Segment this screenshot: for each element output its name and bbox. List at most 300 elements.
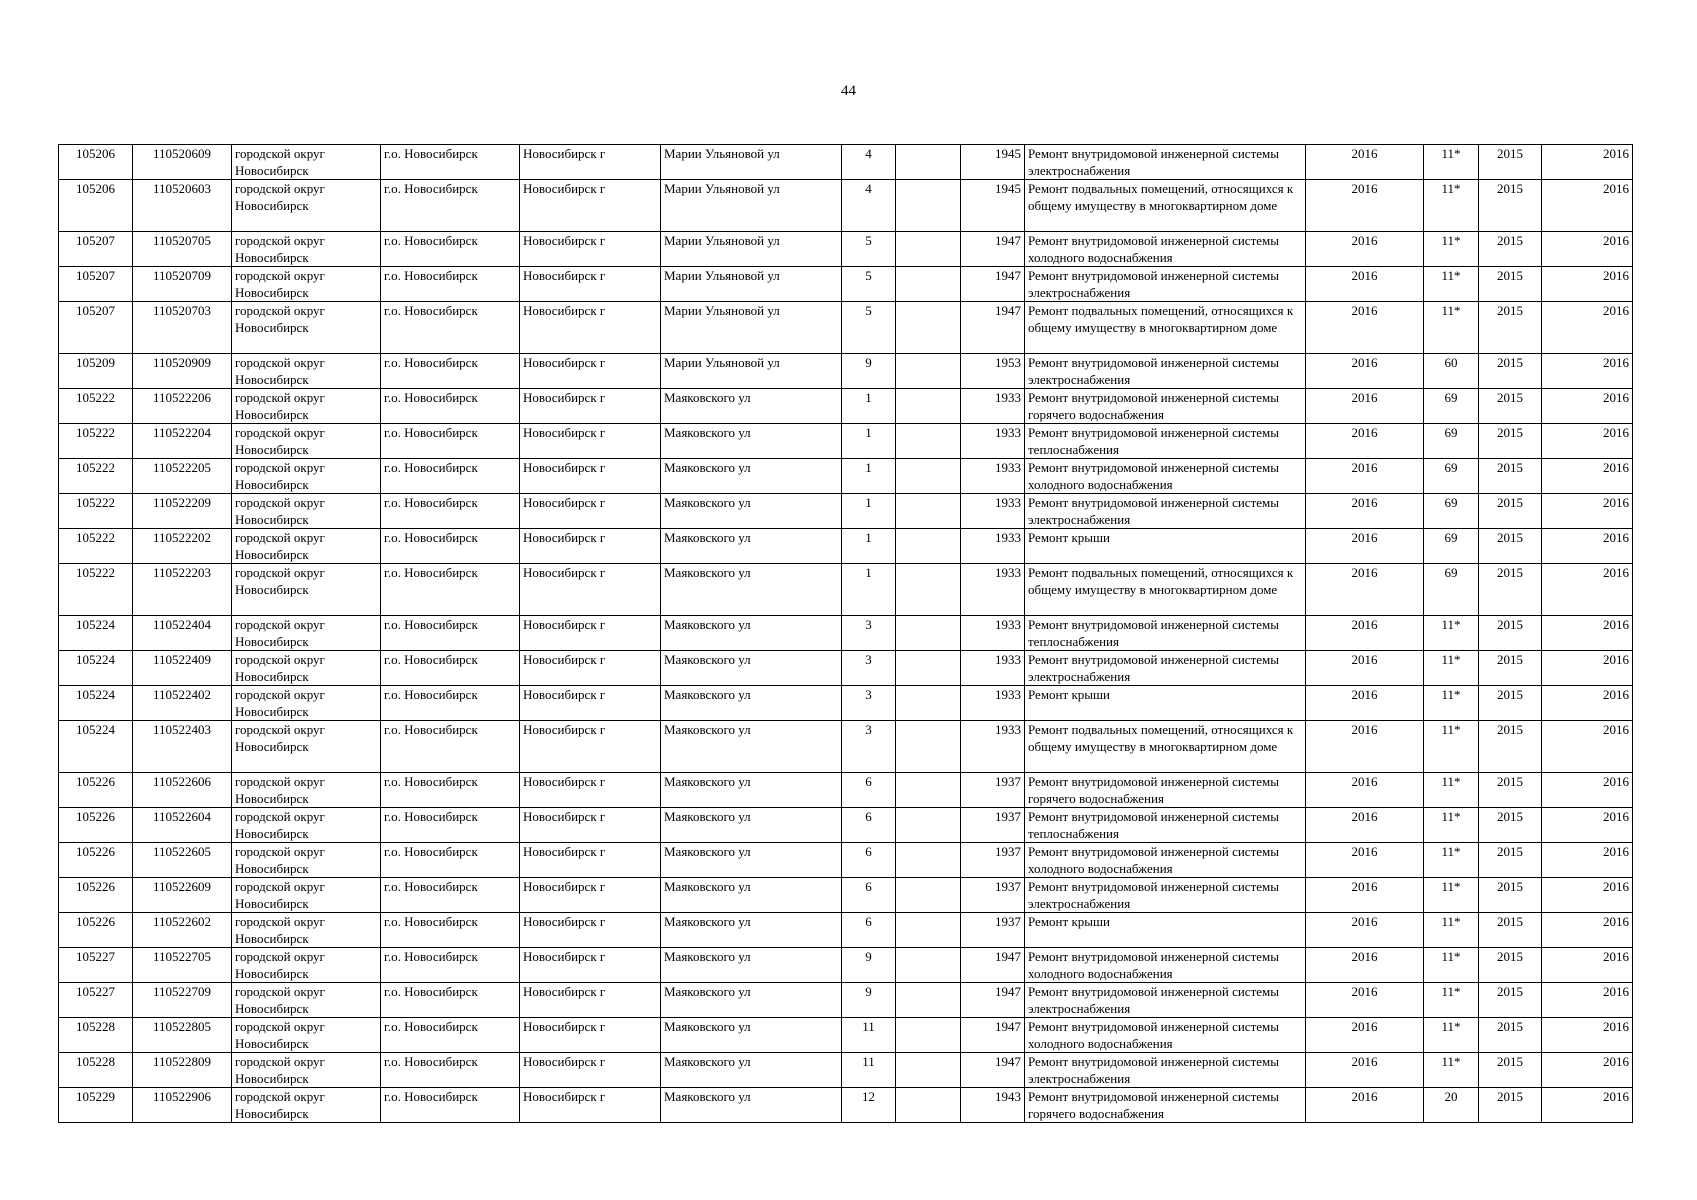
cell-work-id: 110522906: [133, 1088, 232, 1123]
cell-municipality: городской округ Новосибирск: [232, 843, 381, 878]
cell-object-id: 105222: [59, 494, 133, 529]
cell-district: г.о. Новосибирск: [381, 267, 520, 302]
cell-start-year: 2015: [1479, 686, 1542, 721]
cell-settlement: Новосибирск г: [520, 1053, 661, 1088]
cell-district: г.о. Новосибирск: [381, 1053, 520, 1088]
cell-work-type: Ремонт внутридомовой инженерной системы горячего водоснабжения: [1025, 773, 1306, 808]
table-row: [59, 494, 1633, 529]
cell-cost-code: 20: [1424, 1088, 1479, 1123]
cell-building: [896, 302, 961, 354]
cell-start-year: 2015: [1479, 302, 1542, 354]
cell-work-type: Ремонт внутридомовой инженерной системы электроснабжения: [1025, 354, 1306, 389]
cell-street: Марии Ульяновой ул: [661, 232, 842, 267]
cell-district: г.о. Новосибирск: [381, 721, 520, 773]
cell-house-number: 9: [842, 354, 896, 389]
cell-year-built: 1937: [961, 808, 1025, 843]
cell-work-type: Ремонт подвальных помещений, относящихся к общему имуществу в многоквартирном доме: [1025, 721, 1306, 773]
cell-settlement: Новосибирск г: [520, 145, 661, 180]
cell-start-year: 2015: [1479, 389, 1542, 424]
cell-work-type: Ремонт внутридомовой инженерной системы холодного водоснабжения: [1025, 232, 1306, 267]
cell-cost-code: 11*: [1424, 913, 1479, 948]
cell-object-id: 105228: [59, 1053, 133, 1088]
cell-street: Маяковского ул: [661, 1088, 842, 1123]
table-row: [59, 948, 1633, 983]
cell-house-number: 3: [842, 686, 896, 721]
cell-plan-year: 2016: [1306, 983, 1424, 1018]
cell-plan-year: 2016: [1306, 721, 1424, 773]
cell-house-number: 9: [842, 948, 896, 983]
cell-settlement: Новосибирск г: [520, 878, 661, 913]
cell-object-id: 105224: [59, 616, 133, 651]
cell-year-built: 1933: [961, 686, 1025, 721]
cell-object-id: 105222: [59, 389, 133, 424]
cell-cost-code: 11*: [1424, 948, 1479, 983]
cell-work-type: Ремонт внутридомовой инженерной системы теплоснабжения: [1025, 424, 1306, 459]
cell-year-built: 1953: [961, 354, 1025, 389]
table-body: [59, 145, 1633, 1123]
cell-cost-code: 11*: [1424, 983, 1479, 1018]
cell-municipality: городской округ Новосибирск: [232, 1053, 381, 1088]
cell-end-year: 2016: [1542, 529, 1633, 564]
cell-start-year: 2015: [1479, 529, 1542, 564]
cell-street: Маяковского ул: [661, 389, 842, 424]
cell-house-number: 3: [842, 651, 896, 686]
cell-plan-year: 2016: [1306, 913, 1424, 948]
cell-building: [896, 389, 961, 424]
cell-object-id: 105222: [59, 564, 133, 616]
table-row: [59, 180, 1633, 232]
table-row: [59, 529, 1633, 564]
cell-work-id: 110522605: [133, 843, 232, 878]
cell-street: Маяковского ул: [661, 686, 842, 721]
cell-street: Маяковского ул: [661, 616, 842, 651]
cell-municipality: городской округ Новосибирск: [232, 948, 381, 983]
cell-object-id: 105228: [59, 1018, 133, 1053]
cell-building: [896, 616, 961, 651]
cell-settlement: Новосибирск г: [520, 1088, 661, 1123]
cell-plan-year: 2016: [1306, 267, 1424, 302]
cell-year-built: 1943: [961, 1088, 1025, 1123]
cell-municipality: городской округ Новосибирск: [232, 651, 381, 686]
cell-work-id: 110520609: [133, 145, 232, 180]
cell-settlement: Новосибирск г: [520, 843, 661, 878]
cell-street: Маяковского ул: [661, 564, 842, 616]
cell-district: г.о. Новосибирск: [381, 459, 520, 494]
cell-municipality: городской округ Новосибирск: [232, 180, 381, 232]
cell-work-id: 110522606: [133, 773, 232, 808]
cell-plan-year: 2016: [1306, 354, 1424, 389]
cell-municipality: городской округ Новосибирск: [232, 616, 381, 651]
cell-plan-year: 2016: [1306, 302, 1424, 354]
cell-cost-code: 11*: [1424, 808, 1479, 843]
cell-end-year: 2016: [1542, 267, 1633, 302]
cell-work-id: 110520703: [133, 302, 232, 354]
cell-plan-year: 2016: [1306, 1018, 1424, 1053]
cell-district: г.о. Новосибирск: [381, 948, 520, 983]
cell-end-year: 2016: [1542, 564, 1633, 616]
cell-work-id: 110522204: [133, 424, 232, 459]
cell-street: Маяковского ул: [661, 913, 842, 948]
cell-year-built: 1947: [961, 1053, 1025, 1088]
cell-object-id: 105227: [59, 983, 133, 1018]
cell-house-number: 3: [842, 616, 896, 651]
cell-cost-code: 69: [1424, 389, 1479, 424]
cell-plan-year: 2016: [1306, 878, 1424, 913]
cell-district: г.о. Новосибирск: [381, 145, 520, 180]
cell-municipality: городской округ Новосибирск: [232, 564, 381, 616]
cell-work-type: Ремонт крыши: [1025, 913, 1306, 948]
cell-work-id: 110522409: [133, 651, 232, 686]
cell-settlement: Новосибирск г: [520, 424, 661, 459]
cell-settlement: Новосибирск г: [520, 773, 661, 808]
cell-year-built: 1947: [961, 948, 1025, 983]
cell-end-year: 2016: [1542, 913, 1633, 948]
cell-house-number: 9: [842, 983, 896, 1018]
cell-end-year: 2016: [1542, 302, 1633, 354]
table-row: [59, 389, 1633, 424]
cell-municipality: городской округ Новосибирск: [232, 686, 381, 721]
cell-building: [896, 354, 961, 389]
cell-street: Маяковского ул: [661, 651, 842, 686]
cell-house-number: 1: [842, 529, 896, 564]
cell-object-id: 105226: [59, 878, 133, 913]
cell-cost-code: 11*: [1424, 180, 1479, 232]
cell-house-number: 1: [842, 459, 896, 494]
cell-year-built: 1933: [961, 459, 1025, 494]
cell-end-year: 2016: [1542, 616, 1633, 651]
cell-cost-code: 69: [1424, 494, 1479, 529]
table-row: [59, 1018, 1633, 1053]
cell-plan-year: 2016: [1306, 529, 1424, 564]
cell-start-year: 2015: [1479, 878, 1542, 913]
cell-object-id: 105229: [59, 1088, 133, 1123]
cell-building: [896, 878, 961, 913]
cell-object-id: 105224: [59, 651, 133, 686]
cell-district: г.о. Новосибирск: [381, 180, 520, 232]
cell-plan-year: 2016: [1306, 459, 1424, 494]
cell-district: г.о. Новосибирск: [381, 651, 520, 686]
cell-street: Маяковского ул: [661, 878, 842, 913]
cell-plan-year: 2016: [1306, 686, 1424, 721]
cell-work-type: Ремонт внутридомовой инженерной системы холодного водоснабжения: [1025, 1018, 1306, 1053]
cell-work-id: 110522206: [133, 389, 232, 424]
cell-settlement: Новосибирск г: [520, 651, 661, 686]
cell-work-id: 110522403: [133, 721, 232, 773]
cell-work-type: Ремонт внутридомовой инженерной системы электроснабжения: [1025, 267, 1306, 302]
cell-start-year: 2015: [1479, 424, 1542, 459]
cell-house-number: 4: [842, 145, 896, 180]
cell-house-number: 6: [842, 878, 896, 913]
cell-cost-code: 69: [1424, 459, 1479, 494]
cell-settlement: Новосибирск г: [520, 686, 661, 721]
table-row: [59, 354, 1633, 389]
cell-plan-year: 2016: [1306, 180, 1424, 232]
cell-work-id: 110522805: [133, 1018, 232, 1053]
cell-municipality: городской округ Новосибирск: [232, 494, 381, 529]
cell-street: Марии Ульяновой ул: [661, 267, 842, 302]
cell-street: Маяковского ул: [661, 459, 842, 494]
cell-municipality: городской округ Новосибирск: [232, 913, 381, 948]
cell-start-year: 2015: [1479, 354, 1542, 389]
cell-house-number: 6: [842, 913, 896, 948]
cell-object-id: 105222: [59, 424, 133, 459]
cell-street: Маяковского ул: [661, 721, 842, 773]
cell-end-year: 2016: [1542, 721, 1633, 773]
cell-object-id: 105209: [59, 354, 133, 389]
capital-repair-table: [58, 144, 1633, 1123]
cell-building: [896, 1088, 961, 1123]
cell-street: Марии Ульяновой ул: [661, 145, 842, 180]
cell-work-id: 110522809: [133, 1053, 232, 1088]
cell-district: г.о. Новосибирск: [381, 529, 520, 564]
cell-plan-year: 2016: [1306, 564, 1424, 616]
cell-street: Марии Ульяновой ул: [661, 354, 842, 389]
table-row: [59, 878, 1633, 913]
cell-cost-code: 11*: [1424, 145, 1479, 180]
cell-settlement: Новосибирск г: [520, 302, 661, 354]
cell-year-built: 1933: [961, 529, 1025, 564]
cell-year-built: 1945: [961, 145, 1025, 180]
table-row: [59, 302, 1633, 354]
cell-start-year: 2015: [1479, 773, 1542, 808]
cell-street: Маяковского ул: [661, 808, 842, 843]
cell-cost-code: 11*: [1424, 651, 1479, 686]
cell-start-year: 2015: [1479, 145, 1542, 180]
cell-start-year: 2015: [1479, 616, 1542, 651]
cell-cost-code: 69: [1424, 529, 1479, 564]
cell-end-year: 2016: [1542, 459, 1633, 494]
cell-settlement: Новосибирск г: [520, 459, 661, 494]
cell-start-year: 2015: [1479, 983, 1542, 1018]
cell-municipality: городской округ Новосибирск: [232, 145, 381, 180]
cell-end-year: 2016: [1542, 773, 1633, 808]
table-row: [59, 773, 1633, 808]
cell-district: г.о. Новосибирск: [381, 1088, 520, 1123]
cell-settlement: Новосибирск г: [520, 616, 661, 651]
cell-work-type: Ремонт внутридомовой инженерной системы теплоснабжения: [1025, 808, 1306, 843]
cell-start-year: 2015: [1479, 494, 1542, 529]
cell-work-id: 110522402: [133, 686, 232, 721]
cell-building: [896, 1018, 961, 1053]
cell-building: [896, 459, 961, 494]
cell-settlement: Новосибирск г: [520, 808, 661, 843]
table-row: [59, 1088, 1633, 1123]
cell-building: [896, 180, 961, 232]
cell-end-year: 2016: [1542, 389, 1633, 424]
cell-settlement: Новосибирск г: [520, 389, 661, 424]
cell-object-id: 105226: [59, 913, 133, 948]
cell-street: Маяковского ул: [661, 773, 842, 808]
cell-district: г.о. Новосибирск: [381, 494, 520, 529]
cell-municipality: городской округ Новосибирск: [232, 529, 381, 564]
cell-plan-year: 2016: [1306, 616, 1424, 651]
cell-object-id: 105224: [59, 721, 133, 773]
cell-end-year: 2016: [1542, 686, 1633, 721]
table-row: [59, 424, 1633, 459]
cell-work-id: 110522209: [133, 494, 232, 529]
cell-work-type: Ремонт внутридомовой инженерной системы горячего водоснабжения: [1025, 1088, 1306, 1123]
cell-municipality: городской округ Новосибирск: [232, 232, 381, 267]
cell-house-number: 1: [842, 424, 896, 459]
cell-work-id: 110522203: [133, 564, 232, 616]
cell-district: г.о. Новосибирск: [381, 843, 520, 878]
cell-plan-year: 2016: [1306, 1088, 1424, 1123]
cell-start-year: 2015: [1479, 459, 1542, 494]
cell-object-id: 105226: [59, 808, 133, 843]
cell-cost-code: 60: [1424, 354, 1479, 389]
cell-work-type: Ремонт внутридомовой инженерной системы теплоснабжения: [1025, 616, 1306, 651]
cell-building: [896, 686, 961, 721]
cell-settlement: Новосибирск г: [520, 1018, 661, 1053]
cell-cost-code: 11*: [1424, 1053, 1479, 1088]
cell-work-id: 110522609: [133, 878, 232, 913]
cell-object-id: 105207: [59, 232, 133, 267]
cell-start-year: 2015: [1479, 808, 1542, 843]
cell-object-id: 105224: [59, 686, 133, 721]
cell-municipality: городской округ Новосибирск: [232, 983, 381, 1018]
cell-settlement: Новосибирск г: [520, 913, 661, 948]
cell-building: [896, 721, 961, 773]
cell-start-year: 2015: [1479, 564, 1542, 616]
cell-end-year: 2016: [1542, 145, 1633, 180]
cell-house-number: 6: [842, 773, 896, 808]
cell-building: [896, 424, 961, 459]
table-row: [59, 145, 1633, 180]
cell-work-id: 110520709: [133, 267, 232, 302]
cell-object-id: 105226: [59, 843, 133, 878]
cell-object-id: 105207: [59, 267, 133, 302]
cell-settlement: Новосибирск г: [520, 354, 661, 389]
cell-street: Маяковского ул: [661, 948, 842, 983]
cell-settlement: Новосибирск г: [520, 180, 661, 232]
cell-start-year: 2015: [1479, 913, 1542, 948]
cell-year-built: 1947: [961, 983, 1025, 1018]
cell-building: [896, 773, 961, 808]
cell-end-year: 2016: [1542, 424, 1633, 459]
cell-object-id: 105222: [59, 459, 133, 494]
cell-plan-year: 2016: [1306, 145, 1424, 180]
cell-municipality: городской округ Новосибирск: [232, 1018, 381, 1053]
cell-start-year: 2015: [1479, 843, 1542, 878]
cell-street: Маяковского ул: [661, 424, 842, 459]
cell-municipality: городской округ Новосибирск: [232, 1088, 381, 1123]
cell-cost-code: 69: [1424, 564, 1479, 616]
cell-cost-code: 11*: [1424, 302, 1479, 354]
cell-building: [896, 1053, 961, 1088]
table-row: [59, 232, 1633, 267]
cell-house-number: 1: [842, 389, 896, 424]
cell-plan-year: 2016: [1306, 424, 1424, 459]
cell-plan-year: 2016: [1306, 948, 1424, 983]
table-row: [59, 651, 1633, 686]
cell-end-year: 2016: [1542, 948, 1633, 983]
cell-district: г.о. Новосибирск: [381, 1018, 520, 1053]
cell-work-id: 110522602: [133, 913, 232, 948]
cell-end-year: 2016: [1542, 354, 1633, 389]
cell-district: г.о. Новосибирск: [381, 389, 520, 424]
cell-object-id: 105222: [59, 529, 133, 564]
cell-year-built: 1937: [961, 878, 1025, 913]
cell-work-id: 110522205: [133, 459, 232, 494]
cell-district: г.о. Новосибирск: [381, 878, 520, 913]
page-number: 44: [841, 83, 856, 99]
cell-building: [896, 651, 961, 686]
table-row: [59, 843, 1633, 878]
cell-street: Марии Ульяновой ул: [661, 302, 842, 354]
cell-start-year: 2015: [1479, 948, 1542, 983]
cell-start-year: 2015: [1479, 1088, 1542, 1123]
table-row: [59, 459, 1633, 494]
cell-cost-code: 11*: [1424, 686, 1479, 721]
cell-end-year: 2016: [1542, 494, 1633, 529]
cell-work-id: 110522709: [133, 983, 232, 1018]
cell-year-built: 1933: [961, 424, 1025, 459]
cell-building: [896, 564, 961, 616]
cell-year-built: 1947: [961, 267, 1025, 302]
cell-year-built: 1933: [961, 564, 1025, 616]
cell-house-number: 4: [842, 180, 896, 232]
cell-end-year: 2016: [1542, 1018, 1633, 1053]
cell-plan-year: 2016: [1306, 773, 1424, 808]
cell-end-year: 2016: [1542, 180, 1633, 232]
cell-work-type: Ремонт внутридомовой инженерной системы электроснабжения: [1025, 494, 1306, 529]
cell-municipality: городской округ Новосибирск: [232, 354, 381, 389]
table-row: [59, 564, 1633, 616]
cell-municipality: городской округ Новосибирск: [232, 389, 381, 424]
cell-building: [896, 494, 961, 529]
cell-district: г.о. Новосибирск: [381, 564, 520, 616]
cell-object-id: 105206: [59, 180, 133, 232]
cell-cost-code: 11*: [1424, 1018, 1479, 1053]
cell-year-built: 1933: [961, 651, 1025, 686]
cell-year-built: 1945: [961, 180, 1025, 232]
cell-year-built: 1933: [961, 389, 1025, 424]
cell-district: г.о. Новосибирск: [381, 686, 520, 721]
cell-municipality: городской округ Новосибирск: [232, 808, 381, 843]
cell-settlement: Новосибирск г: [520, 529, 661, 564]
cell-start-year: 2015: [1479, 721, 1542, 773]
cell-object-id: 105226: [59, 773, 133, 808]
cell-work-type: Ремонт крыши: [1025, 529, 1306, 564]
cell-year-built: 1947: [961, 1018, 1025, 1053]
cell-work-type: Ремонт внутридомовой инженерной системы холодного водоснабжения: [1025, 459, 1306, 494]
cell-house-number: 1: [842, 494, 896, 529]
cell-street: Маяковского ул: [661, 529, 842, 564]
cell-house-number: 1: [842, 564, 896, 616]
cell-year-built: 1933: [961, 494, 1025, 529]
cell-building: [896, 948, 961, 983]
cell-plan-year: 2016: [1306, 1053, 1424, 1088]
cell-plan-year: 2016: [1306, 808, 1424, 843]
cell-municipality: городской округ Новосибирск: [232, 424, 381, 459]
cell-settlement: Новосибирск г: [520, 232, 661, 267]
cell-municipality: городской округ Новосибирск: [232, 459, 381, 494]
cell-street: Марии Ульяновой ул: [661, 180, 842, 232]
cell-start-year: 2015: [1479, 267, 1542, 302]
cell-end-year: 2016: [1542, 843, 1633, 878]
table-row: [59, 983, 1633, 1018]
cell-work-type: Ремонт внутридомовой инженерной системы электроснабжения: [1025, 878, 1306, 913]
cell-year-built: 1933: [961, 721, 1025, 773]
cell-municipality: городской округ Новосибирск: [232, 302, 381, 354]
cell-cost-code: 11*: [1424, 843, 1479, 878]
cell-house-number: 3: [842, 721, 896, 773]
cell-settlement: Новосибирск г: [520, 267, 661, 302]
cell-house-number: 5: [842, 232, 896, 267]
cell-cost-code: 11*: [1424, 721, 1479, 773]
cell-house-number: 12: [842, 1088, 896, 1123]
cell-building: [896, 808, 961, 843]
